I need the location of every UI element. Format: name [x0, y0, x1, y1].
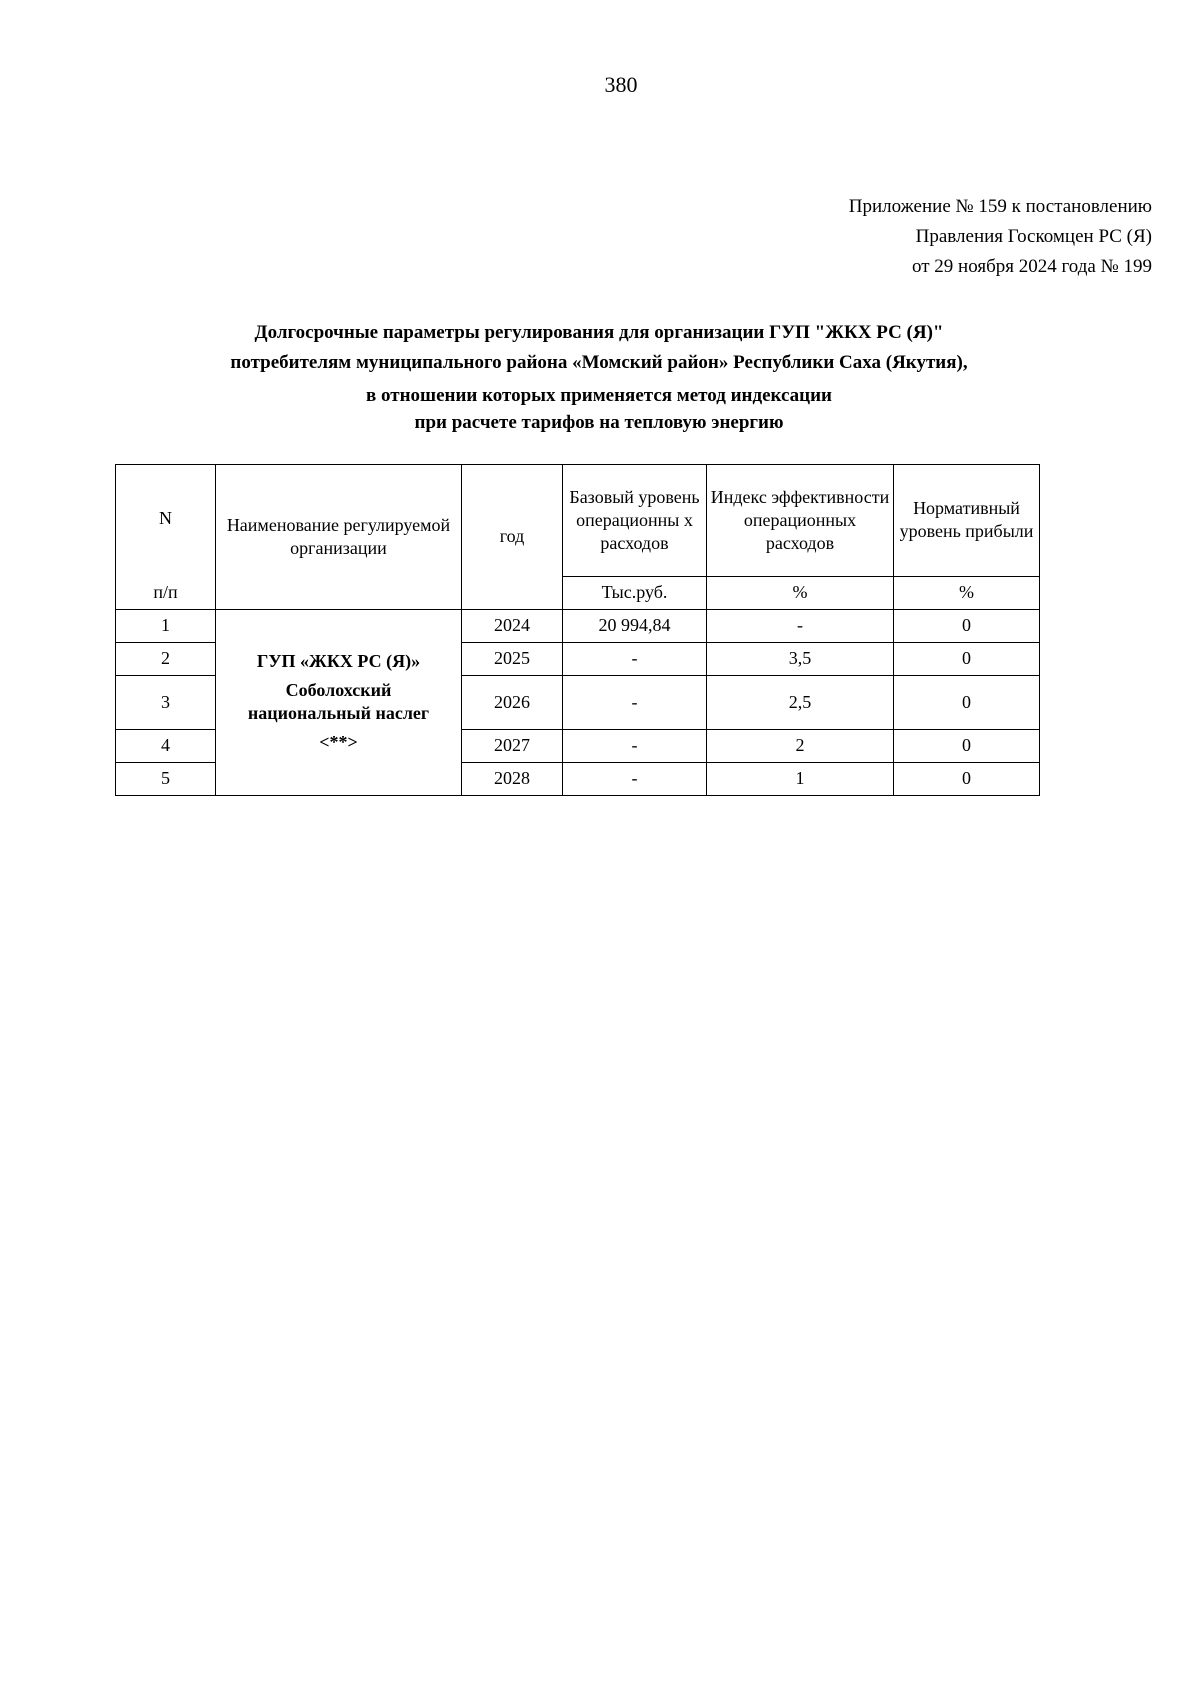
header-year: год	[462, 465, 563, 610]
unit-norm: %	[894, 576, 1040, 609]
table-row	[116, 609, 1040, 642]
appendix-line: Правления Госкомцен РС (Я)	[915, 226, 1152, 247]
organization-cell	[216, 609, 462, 795]
cell-index: 2,5	[707, 675, 894, 729]
cell-year: 2026	[462, 675, 563, 729]
cell-index: -	[707, 609, 894, 642]
appendix-line: Приложение № 159 к постановлению	[848, 196, 1152, 217]
organization-line: <**>	[319, 732, 358, 752]
table-header-row	[116, 465, 1040, 577]
header-organization: Наименование регулируемой организации	[216, 465, 462, 610]
cell-year: 2025	[462, 642, 563, 675]
title-line: при расчете тарифов на тепловую энергию	[414, 412, 784, 433]
unit-index: %	[707, 576, 894, 609]
cell-index: 1	[707, 762, 894, 795]
cell-norm: 0	[894, 762, 1040, 795]
cell-base: -	[563, 675, 707, 729]
cell-year: 2028	[462, 762, 563, 795]
organization-line: национальный наслег	[247, 703, 430, 723]
appendix-line: от 29 ноября 2024 года № 199	[911, 256, 1152, 277]
unit-base: Тыс.руб.	[563, 576, 707, 609]
cell-base: -	[563, 642, 707, 675]
cell-norm: 0	[894, 675, 1040, 729]
cell-norm: 0	[894, 609, 1040, 642]
parameters-table	[115, 464, 1040, 796]
organization-line: ГУП «ЖКХ РС (Я)»	[256, 651, 421, 671]
page-number: 380	[604, 72, 638, 97]
cell-index: 3,5	[707, 642, 894, 675]
cell-base: -	[563, 729, 707, 762]
cell-n: 4	[116, 729, 216, 762]
header-n-pp: п/п	[116, 576, 216, 609]
title-line: в отношении которых применяется метод индексации	[365, 385, 832, 406]
organization-line: Соболохский	[285, 680, 392, 700]
cell-base: -	[563, 762, 707, 795]
cell-n: 3	[116, 675, 216, 729]
cell-n: 1	[116, 609, 216, 642]
cell-base: 20 994,84	[563, 609, 707, 642]
cell-index: 2	[707, 729, 894, 762]
appendix-reference	[849, 192, 1152, 282]
title-line: потребителям муниципального района «Момский район» Республики Саха (Якутия),	[230, 352, 968, 373]
title-line: Долгосрочные параметры регулирования для организации ГУП "ЖКХ РС (Я)"	[254, 322, 944, 343]
header-normative-profit: Нормативный уровень прибыли	[894, 465, 1040, 577]
header-base-opex: Базовый уровень операционны х расходов	[563, 465, 707, 577]
cell-n: 5	[116, 762, 216, 795]
cell-norm: 0	[894, 729, 1040, 762]
cell-norm: 0	[894, 642, 1040, 675]
header-n: N	[116, 465, 216, 577]
cell-year: 2027	[462, 729, 563, 762]
cell-year: 2024	[462, 609, 563, 642]
header-efficiency-index: Индекс эффективности операционных расходов	[707, 465, 894, 577]
cell-n: 2	[116, 642, 216, 675]
document-title	[60, 318, 1138, 436]
